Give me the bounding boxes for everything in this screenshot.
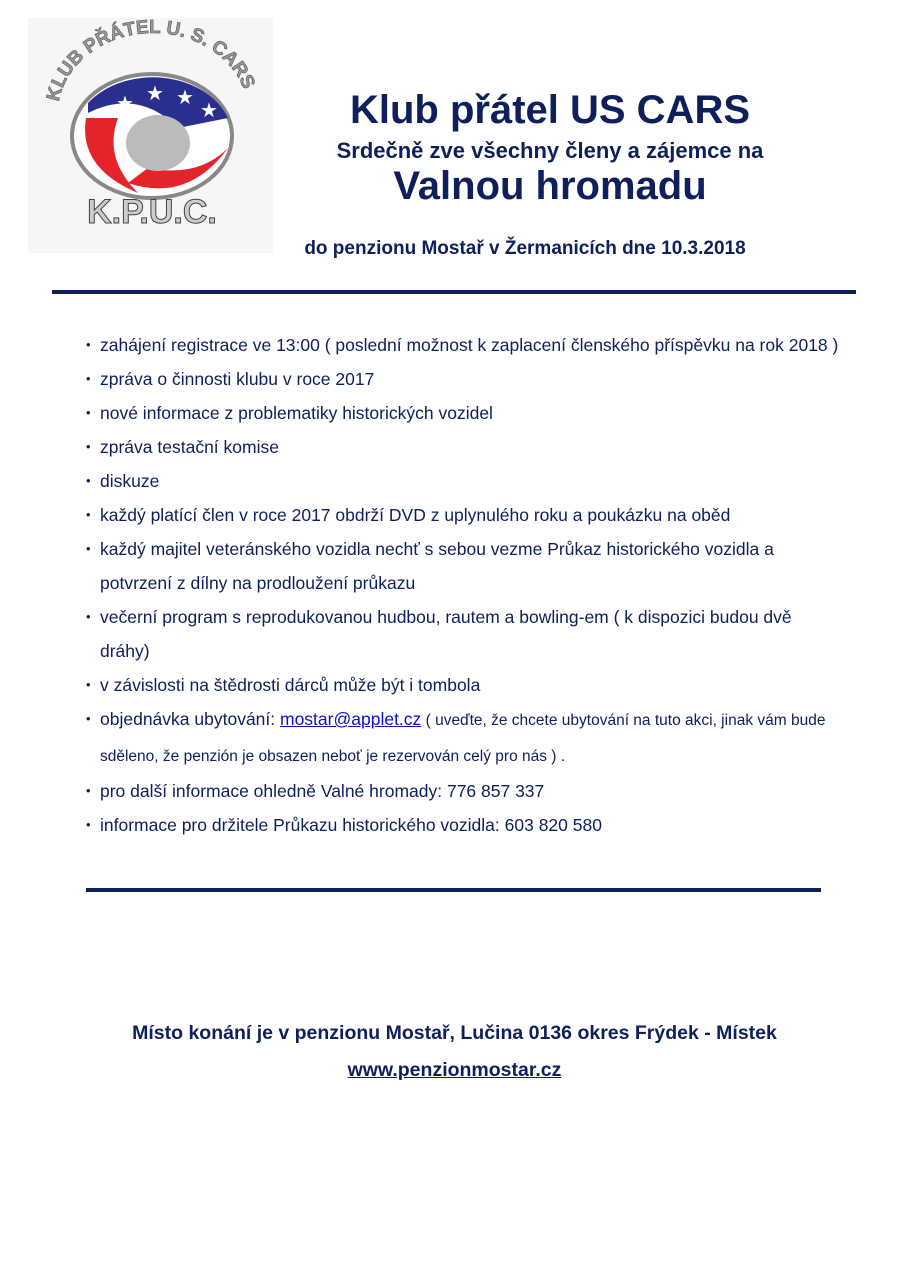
list-item: • diskuze: [86, 464, 846, 498]
list-item: • informace pro držitele Průkazu historického vozidla: 603 820 580: [86, 808, 846, 842]
svg-text:★: ★: [176, 85, 194, 109]
list-item: • každý platící člen v roce 2017 obdrží DVD z uplynulého roku a poukázku na oběd: [86, 498, 846, 532]
club-title: Klub přátel US CARS: [349, 88, 751, 132]
agenda-list: [86, 328, 846, 842]
venue-date: do penzionu Mostař v Žermanicích dne 10.3.2018: [304, 238, 746, 259]
svg-text:KLUB PŘÁTEL U. S. CARS: KLUB PŘÁTEL U. S. CARS: [43, 18, 259, 104]
svg-text:★: ★: [116, 91, 134, 115]
club-logo: [28, 18, 273, 253]
event-title: Valnou hromadu: [393, 164, 707, 208]
list-item: • zahájení registrace ve 13:00 ( poslední možnost k zaplacení členského příspěvku na rok 2018 ): [86, 328, 846, 362]
website-link[interactable]: www.penzionmostar.cz: [347, 1059, 562, 1081]
list-item: • nové informace z problematiky historických vozidel: [86, 396, 846, 430]
accommodation-label: objednávka ubytování:: [100, 709, 280, 729]
svg-text:★: ★: [146, 81, 164, 105]
list-item: • v závislosti na štědrosti dárců může být i tombola: [86, 668, 846, 702]
svg-text:K.P.U.C.: K.P.U.C.: [87, 193, 217, 231]
svg-text:★: ★: [208, 119, 226, 143]
list-item-accommodation: [86, 702, 846, 774]
invitation-subtitle: Srdečně zve všechny členy a zájemce na: [336, 138, 764, 163]
location-text: Místo konání je v penzionu Mostař, Lučina 0136 okres Frýdek - Místek: [132, 1022, 777, 1044]
list-item: • pro další informace ohledně Valné hromady: 776 857 337: [86, 774, 846, 808]
divider-top: [52, 290, 856, 294]
list-item: • zpráva o činnosti klubu v roce 2017: [86, 362, 846, 396]
accommodation-note: ( uveďte, že chcete ubytování na tuto akci, jinak vám bude sděleno, že penzión je obsazen neboť je rezervován celý pro nás ) .: [100, 712, 826, 765]
email-link[interactable]: mostar@applet.cz: [280, 709, 422, 729]
list-item: • každý majitel veteránského vozidla nechť s sebou vezme Průkaz historického vozidla a potvrzení z dílny na prodloužení průkazu: [86, 532, 846, 600]
list-item: • večerní program s reprodukovanou hudbou, rautem a bowling-em ( k dispozici budou dvě dráhy): [86, 600, 846, 668]
svg-text:★: ★: [200, 98, 218, 122]
list-item: • zpráva testační komise: [86, 430, 846, 464]
divider-bottom: [86, 888, 821, 892]
